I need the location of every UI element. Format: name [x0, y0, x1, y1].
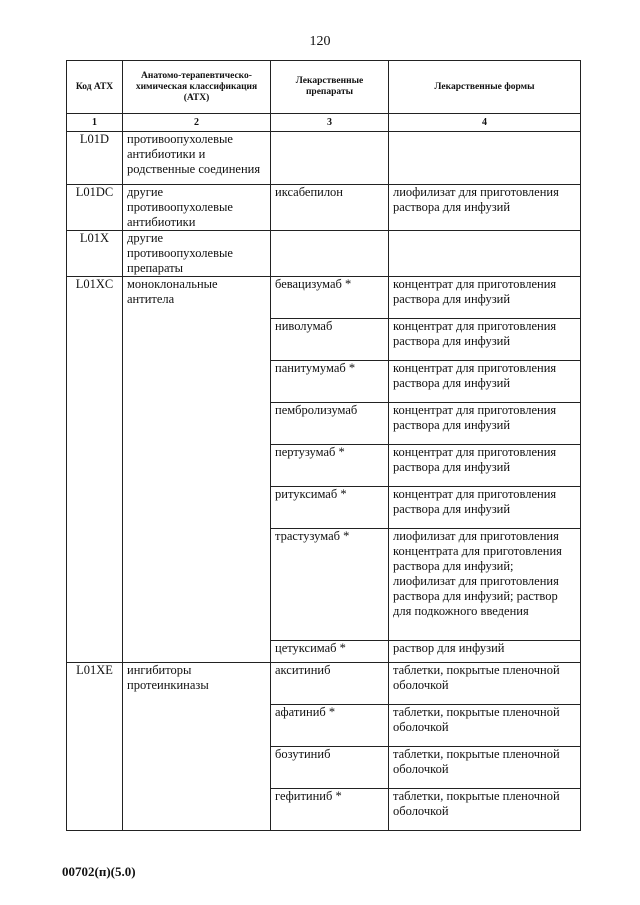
dosage-form: лиофилизат для приготовления раствора для инфузий — [389, 185, 581, 231]
drug-name: ниволумаб — [271, 319, 389, 361]
dosage-form — [389, 132, 581, 185]
column-number: 2 — [123, 114, 271, 132]
dosage-form: концентрат для приготовления раствора для инфузий — [389, 445, 581, 487]
drug-name: пембролизумаб — [271, 403, 389, 445]
document-code: 00702(п)(5.0) — [62, 864, 136, 879]
header-dosage-forms: Лекарственные формы — [389, 61, 581, 114]
atx-classification: другие противоопухолевые антибиотики — [123, 185, 271, 231]
drug-name: иксабепилон — [271, 185, 389, 231]
dosage-form: концентрат для приготовления раствора для инфузий — [389, 361, 581, 403]
dosage-form: концентрат для приготовления раствора для инфузий — [389, 319, 581, 361]
table-row — [67, 277, 581, 319]
atx-classification: ингибиторы протеинкиназы — [123, 663, 271, 831]
drug-name: цетуксимаб * — [271, 641, 389, 663]
column-number-row — [67, 114, 581, 132]
page-number: 120 — [309, 34, 331, 49]
atx-code: L01X — [67, 231, 123, 277]
drug-name — [271, 231, 389, 277]
table-row — [67, 663, 581, 705]
atx-classification: моноклональные антитела — [123, 277, 271, 663]
drug-name — [271, 132, 389, 185]
column-number: 1 — [67, 114, 123, 132]
drug-name: панитумумаб * — [271, 361, 389, 403]
dosage-form: раствор для инфузий — [389, 641, 581, 663]
atx-code: L01D — [67, 132, 123, 185]
drug-name: акситиниб — [271, 663, 389, 705]
drug-name: трастузумаб * — [271, 529, 389, 641]
header-row — [67, 61, 581, 114]
dosage-form: концентрат для приготовления раствора для инфузий — [389, 487, 581, 529]
dosage-form: таблетки, покрытые пленочной оболочкой — [389, 789, 581, 831]
drug-name: бозутиниб — [271, 747, 389, 789]
atx-classification: противоопухолевые антибиотики и родственные соединения — [123, 132, 271, 185]
header-atx-classification: Анатомо-терапевтическо-химическая классификация (АТХ) — [123, 61, 271, 114]
atx-code: L01XC — [67, 277, 123, 663]
dosage-form: таблетки, покрытые пленочной оболочкой — [389, 705, 581, 747]
drug-name: бевацизумаб * — [271, 277, 389, 319]
column-number: 4 — [389, 114, 581, 132]
header-atx-code: Код АТХ — [67, 61, 123, 114]
dosage-form: концентрат для приготовления раствора для инфузий — [389, 277, 581, 319]
drug-name: афатиниб * — [271, 705, 389, 747]
dosage-form: таблетки, покрытые пленочной оболочкой — [389, 663, 581, 705]
atx-classification: другие противоопухолевые препараты — [123, 231, 271, 277]
dosage-form: лиофилизат для приготовления концентрата для приготовления раствора для инфузий; лиофилизат для приготовления раствора для инфузий; раствор для подкожного введения — [389, 529, 581, 641]
table-row — [67, 132, 581, 185]
dosage-form: таблетки, покрытые пленочной оболочкой — [389, 747, 581, 789]
column-number: 3 — [271, 114, 389, 132]
atx-code: L01XE — [67, 663, 123, 831]
table-row — [67, 185, 581, 231]
drug-name: пертузумаб * — [271, 445, 389, 487]
drug-name: ритуксимаб * — [271, 487, 389, 529]
atx-code: L01DC — [67, 185, 123, 231]
drug-name: гефитиниб * — [271, 789, 389, 831]
atx-table — [66, 60, 581, 831]
header-drugs: Лекарственные препараты — [271, 61, 389, 114]
dosage-form: концентрат для приготовления раствора для инфузий — [389, 403, 581, 445]
table-row — [67, 231, 581, 277]
dosage-form — [389, 231, 581, 277]
